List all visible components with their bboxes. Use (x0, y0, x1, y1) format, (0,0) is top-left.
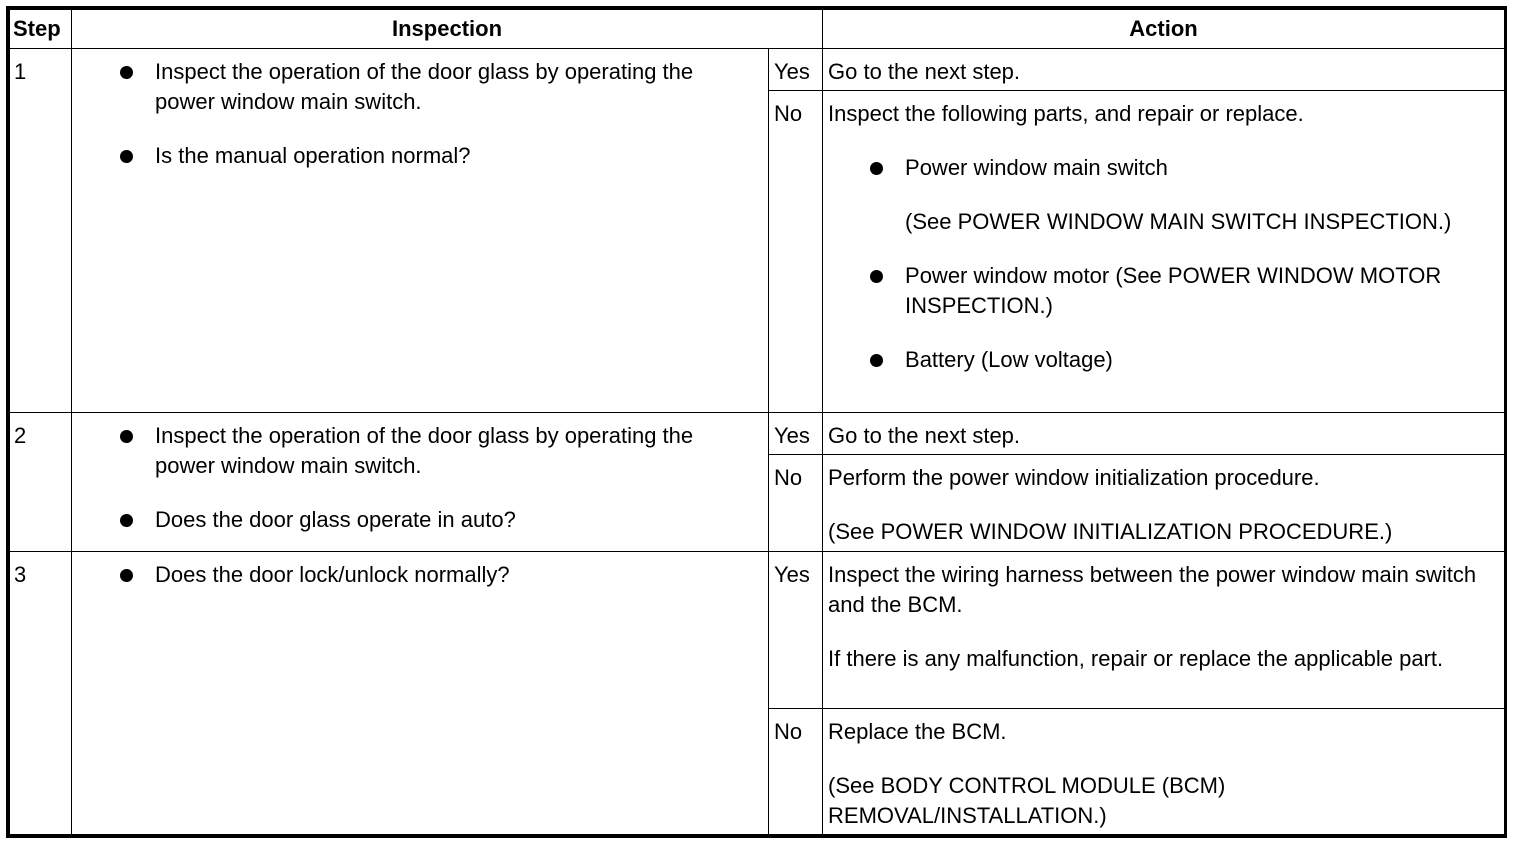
list-item (120, 560, 748, 590)
yes-label: Yes (769, 413, 823, 455)
bullet-icon (870, 162, 883, 175)
yes-action: Go to the next step. (823, 413, 1505, 455)
inspection-text: Does the door lock/unlock normally? (155, 562, 510, 587)
bullet-icon (120, 514, 133, 527)
yes-action: Inspect the wiring harness between the power window main switch and the BCM. (828, 562, 1477, 617)
no-label: No (769, 455, 823, 552)
bullet-icon (120, 150, 133, 163)
reference-text: (See BODY CONTROL MODULE (BCM) REMOVAL/INSTALLATION.) (828, 773, 1226, 828)
list-item (120, 421, 748, 481)
inspection-text: Is the manual operation normal? (155, 143, 471, 168)
step-number: 2 (10, 413, 72, 552)
bullet-icon (870, 270, 883, 283)
reference-text: (See POWER WINDOW INITIALIZATION PROCEDURE.) (828, 519, 1393, 544)
yes-label: Yes (769, 49, 823, 91)
bullet-icon (120, 66, 133, 79)
no-action: Inspect the following parts, and repair or replace. (828, 101, 1304, 126)
list-item (870, 261, 1494, 321)
list-item (120, 57, 748, 117)
no-label: No (769, 91, 823, 413)
no-label: No (769, 709, 823, 835)
note-text: If there is any malfunction, repair or replace the applicable part. (828, 646, 1444, 671)
yes-action-cell (823, 552, 1505, 709)
inspection-cell (72, 413, 769, 552)
list-item (870, 345, 1494, 375)
bullet-icon (120, 430, 133, 443)
header-row (10, 10, 1505, 49)
inspection-cell (72, 552, 769, 835)
list-item (905, 207, 1494, 237)
parts-list (870, 153, 1494, 375)
table-row (10, 49, 1505, 91)
reference-text: (See POWER WINDOW MAIN SWITCH INSPECTION.) (905, 209, 1452, 234)
yes-label: Yes (769, 552, 823, 709)
no-action-cell (823, 455, 1505, 552)
troubleshooting-table-frame (6, 6, 1507, 838)
bullet-icon (120, 569, 133, 582)
step-number: 3 (10, 552, 72, 835)
yes-action: Go to the next step. (823, 49, 1505, 91)
list-item (120, 505, 748, 535)
part-text: Power window main switch (905, 155, 1168, 180)
inspection-text: Inspect the operation of the door glass by operating the power window main switch. (155, 59, 694, 114)
bullet-icon (870, 354, 883, 367)
inspection-text: Does the door glass operate in auto? (155, 507, 516, 532)
step-header: Step (10, 10, 72, 49)
action-header: Action (823, 10, 1505, 49)
no-action-cell (823, 91, 1505, 413)
inspection-header: Inspection (72, 10, 823, 49)
list-item (870, 153, 1494, 183)
part-text: Power window motor (See POWER WINDOW MOTOR INSPECTION.) (905, 263, 1442, 318)
step-number: 1 (10, 49, 72, 413)
inspection-cell (72, 49, 769, 413)
no-action: Perform the power window initialization procedure. (828, 465, 1320, 490)
part-text: Battery (Low voltage) (905, 347, 1113, 372)
no-action-cell (823, 709, 1505, 835)
table-row (10, 552, 1505, 709)
troubleshooting-table (9, 9, 1505, 835)
list-item (120, 141, 748, 171)
inspection-text: Inspect the operation of the door glass by operating the power window main switch. (155, 423, 694, 478)
no-action: Replace the BCM. (828, 719, 1007, 744)
table-row (10, 413, 1505, 455)
